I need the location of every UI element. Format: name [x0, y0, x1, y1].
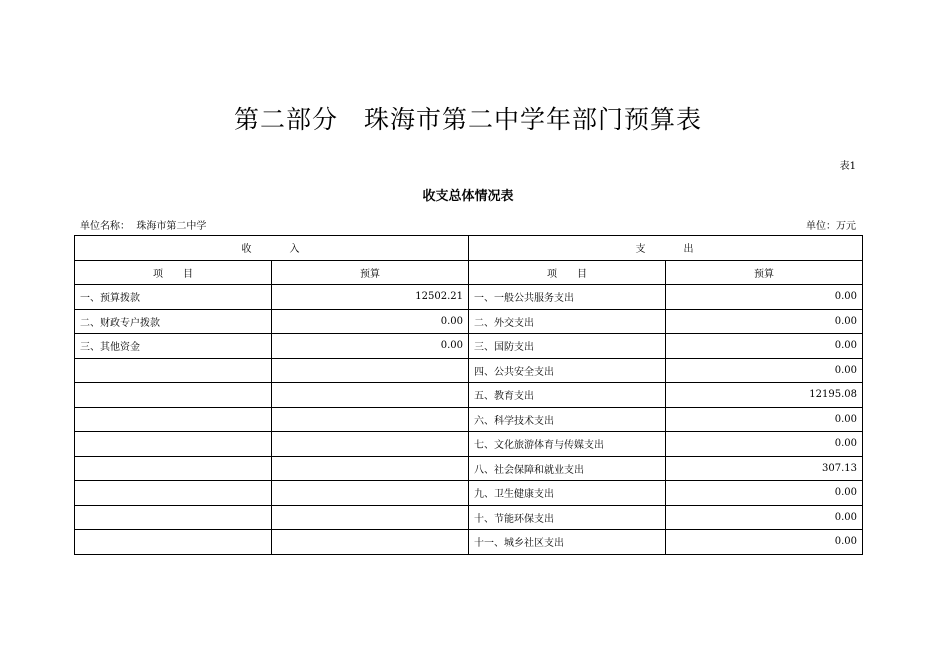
expense-value-cell: 0.00: [666, 432, 863, 457]
expense-value-cell: 0.00: [666, 334, 863, 359]
income-value-cell: [272, 481, 469, 506]
income-value-cell: 12502.21: [272, 285, 469, 310]
table-row: [75, 358, 863, 383]
income-value-cell: 0.00: [272, 334, 469, 359]
expense-item-cell: 十一、城乡社区支出: [469, 530, 666, 555]
income-value-cell: [272, 432, 469, 457]
expense-value-cell: 307.13: [666, 456, 863, 481]
budget-summary-table: [74, 235, 863, 555]
table-subtitle: 收支总体情况表: [422, 189, 514, 204]
expense-item-cell: 四、公共安全支出: [469, 358, 666, 383]
expense-item-cell: 一、一般公共服务支出: [469, 285, 666, 310]
income-item-cell: [75, 530, 272, 555]
income-value-cell: [272, 407, 469, 432]
expense-item-cell: 九、卫生健康支出: [469, 481, 666, 506]
income-value-cell: [272, 358, 469, 383]
table-row: [75, 456, 863, 481]
income-budget-header: 预算: [272, 260, 469, 285]
expense-item-cell: 六、科学技术支出: [469, 407, 666, 432]
table-row: [75, 432, 863, 457]
expense-item-cell: 八、社会保障和就业支出: [469, 456, 666, 481]
income-value-cell: [272, 456, 469, 481]
expense-value-cell: 0.00: [666, 407, 863, 432]
table-row: [75, 334, 863, 359]
table-row: [75, 505, 863, 530]
income-item-cell: [75, 407, 272, 432]
table-row: [75, 309, 863, 334]
expense-item-cell: 七、文化旅游体育与传媒支出: [469, 432, 666, 457]
income-group-header: 收 入: [75, 236, 469, 261]
group-header-row: [75, 236, 863, 261]
income-value-cell: 0.00: [272, 309, 469, 334]
expense-value-cell: 12195.08: [666, 383, 863, 408]
expense-item-cell: 三、国防支出: [469, 334, 666, 359]
page-title: 第二部分 珠海市第二中学年部门预算表: [233, 105, 702, 134]
expense-item-cell: 二、外交支出: [469, 309, 666, 334]
expense-value-cell: 0.00: [666, 530, 863, 555]
income-value-cell: [272, 505, 469, 530]
currency-unit-label: 单位：万元: [806, 221, 856, 232]
income-item-cell: [75, 358, 272, 383]
expense-item-cell: 十、节能环保支出: [469, 505, 666, 530]
income-item-cell: [75, 456, 272, 481]
expense-value-cell: 0.00: [666, 309, 863, 334]
expense-item-cell: 五、教育支出: [469, 383, 666, 408]
expense-value-cell: 0.00: [666, 505, 863, 530]
expense-budget-header: 预算: [666, 260, 863, 285]
expense-value-cell: 0.00: [666, 285, 863, 310]
income-value-cell: [272, 383, 469, 408]
income-value-cell: [272, 530, 469, 555]
table-row: [75, 285, 863, 310]
expense-value-cell: 0.00: [666, 481, 863, 506]
income-item-cell: 三、其他资金: [75, 334, 272, 359]
table-number: 表1: [839, 161, 856, 172]
income-item-cell: [75, 383, 272, 408]
income-item-header: 项 目: [75, 260, 272, 285]
income-item-cell: [75, 432, 272, 457]
income-item-cell: [75, 481, 272, 506]
table-row: [75, 481, 863, 506]
table-row: [75, 530, 863, 555]
income-item-cell: 一、预算拨款: [75, 285, 272, 310]
expense-value-cell: 0.00: [666, 358, 863, 383]
column-header-row: [75, 260, 863, 285]
income-item-cell: [75, 505, 272, 530]
expense-group-header: 支 出: [469, 236, 863, 261]
expense-item-header: 项 目: [469, 260, 666, 285]
income-item-cell: 二、财政专户拨款: [75, 309, 272, 334]
table-row: [75, 383, 863, 408]
table-row: [75, 407, 863, 432]
unit-name-label: 单位名称： 珠海市第二中学: [80, 221, 207, 232]
